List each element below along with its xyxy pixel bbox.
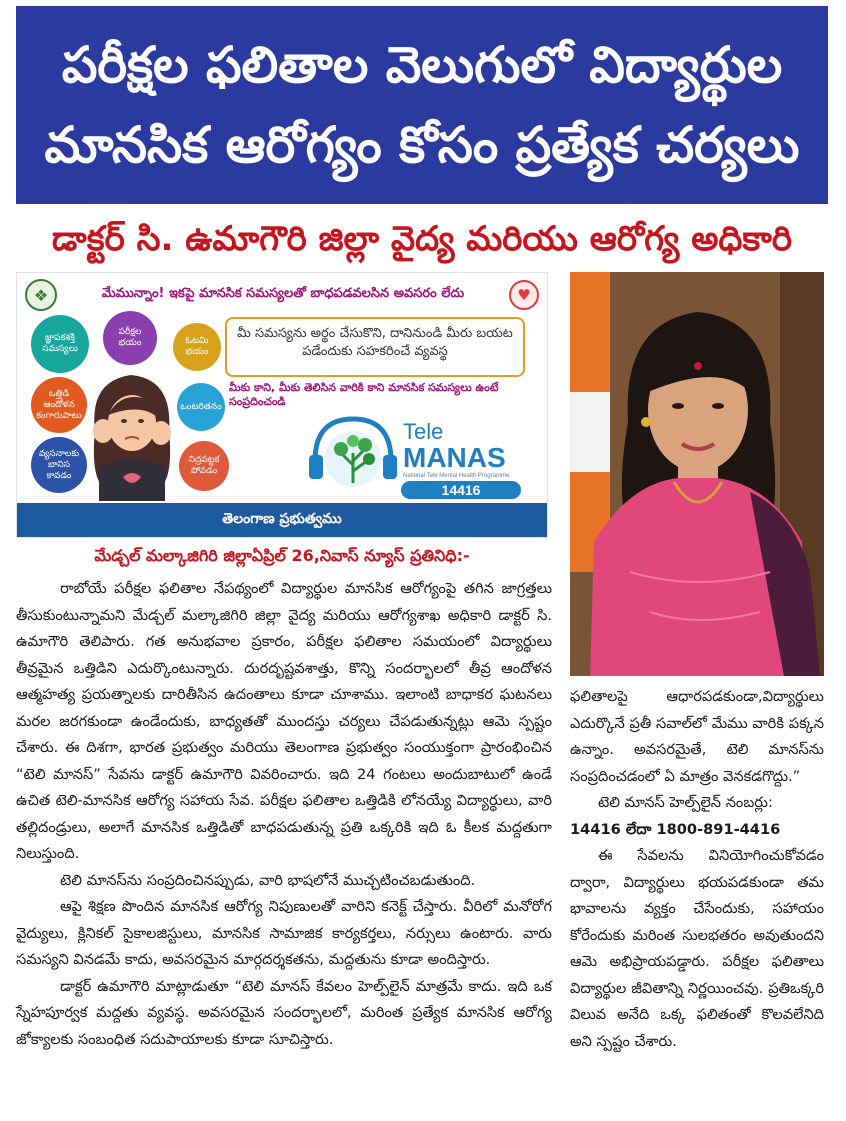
right-paragraph-1: ఫలితాలపై ఆధారపడకుండా,విద్యార్థులు ఎదుర్కొనే ప్రతీ సవాల్‌లో మేము వారికి పక్కన ఉన్నాం. అవసరమైతే, టెలి మానస్‌ను సంప్రదించడంలో ఏ మాత్రం వెనకడగొద్దు.” bbox=[570, 688, 824, 785]
logo-number: 14416 bbox=[441, 482, 481, 498]
dateline: మేడ్చల్ మల్కాజిగిరి జిల్లాఏప్రిల్ 26,నివాస్ న్యూస్ ప్రతినిధి:- bbox=[94, 546, 470, 565]
logo-subtitle: National Tele Mental Health Programme bbox=[403, 473, 510, 479]
poster-top-strip bbox=[17, 273, 547, 317]
right-paragraph-2: ఈ సేవలను వినియోగించుకోవడం ద్వారా, విద్యార్థులు భయపడకుండా తమ భావాలను వ్యక్తం చేసేందుకు, సహాయం కోరేందుకు మరింత సులభతరం అవుతుందని ఆమె అభిప్రాయపడ్డారు. పరీక్షల ఫలితాలు విద్యార్థుల జీవితాన్ని నిర్ణయించవు. ప్రతిఒక్కరి విలువ అనేది ఒక్క ఫలితంతో కొలవలేనిది అని స్పష్టం చేశారు. bbox=[570, 847, 824, 1050]
headline-banner bbox=[16, 6, 828, 204]
bubble-exam-fear: పరీక్షల భయం bbox=[103, 311, 157, 365]
body-paragraph-1: రాబోయే పరీక్షల ఫలితాల నేపథ్యంలో విద్యార్థుల మానసిక ఆరోగ్యంపై తగిన జాగ్రత్తలు తీసుకుంటున్నామని మేడ్చల్ మల్కాజిగిరి జిల్లా వైద్య మరియు ఆరోగ్యశాఖ అధికారి డాక్టర్ సి. ఉమాగౌరి తెలిపారు. గత అనుభవాల ప్రకారం, పరీక్షల ఫలితాల సమయంలో విద్యార్థులు తీవ్రమైన ఒత్తిడిని ఎదుర్కొంటున్నారు. దురదృష్టవశాత్తు, కొన్ని సందర్భాలలో తీవ్ర ఆందోళన ఆత్మహత్య ప్రయత్నాలకు దారితీసిన ఉదంతాలు కూడా చూశాము. ఇలాంటి బాధాకర ఘటనలు మరల జరగకుండా ఉండేందుకు, బాధ్యతతో ముందస్తు చర్యలు చేపడుతున్నట్లు ఆమె స్పష్టం చేశారు. ఈ దిశగా, భారత ప్రభుత్వం మరియు తెలంగాణ ప్రభుత్వం సంయుక్తంగా ప్రారంభించిన “టెలి మానస్” సేవను డాక్టర్ ఉమాగౌరి వివరించారు. ఇది 24 గంటలు అందుబాటులో ఉండే ఉచిత టెలి-మానసిక ఆరోగ్య సహాయ సేవ. పరీక్షల ఫలితాల ఒత్తిడికి లోనయ్యే విద్యార్థులు, వారి తల్లిదండ్రులు, అలాగే మానసిక ఒత్తిడితో బాధపడుతున్న ప్రతి ఒక్కరికి ఇది ఓ కీలక మద్దతుగా నిలుస్తుంది. bbox=[16, 580, 552, 862]
officer-portrait-photo bbox=[570, 272, 824, 676]
tele-manas-poster bbox=[16, 272, 548, 538]
poster-footer: తెలంగాణ ప్రభుత్వము bbox=[17, 503, 547, 537]
body-paragraph-2: టెలి మానస్‌ను సంప్రదించినప్పుడు, వారి భాషలోనే ముచ్చటించబడుతుంది. bbox=[60, 871, 476, 889]
article-body-left bbox=[16, 576, 552, 1053]
helpline-label: టెలి మానస్ హెల్ప్‌లైన్ నంబర్లు: bbox=[598, 794, 773, 811]
article-body-right bbox=[570, 684, 824, 1055]
poster-tagline: మేమున్నాం! ఇకపై మానసిక సమస్యలతో బాధపడవలసిన అవసరం లేదు bbox=[101, 286, 465, 301]
headline-line-1: పరీక్షల ఫలితాల వెలుగులో విద్యార్థుల bbox=[61, 36, 783, 94]
bubble-insomnia: నిద్రపట్టక పోవడం bbox=[179, 441, 229, 491]
bubble-loneliness: ఒంటరితనం bbox=[177, 383, 225, 431]
bubble-failure-fear: ఓటమి భయం bbox=[173, 323, 221, 371]
telangana-emblem-icon: ❖ bbox=[25, 279, 57, 311]
headline-line-2: మానసిక ఆరోగ్యం కోసం ప్రత్యేక చర్యలు bbox=[44, 116, 800, 174]
bubble-stress: ఒత్తిడి ఆందోళన కంగారుపాటు bbox=[31, 377, 87, 433]
family-icon: ♥ bbox=[509, 280, 539, 310]
tele-manas-logo bbox=[305, 409, 527, 501]
logo-manas-text: MANAS bbox=[403, 442, 506, 473]
bubble-addiction: వ్యసనాలకు బానిస కావడం bbox=[31, 437, 87, 493]
poster-speech-box: మీ సమస్యను అర్థం చేసుకొని, దానినుండి మీరు బయట పడేందుకు సహకరించే వ్యవస్థ bbox=[225, 317, 525, 377]
poster-contact-note: మీకు కాని, మీకు తెలిసిన వారికి కాని మానసిక సమస్యలు ఉంటే సంప్రదించండి bbox=[229, 381, 499, 408]
logo-tele-text: Tele bbox=[403, 419, 444, 444]
byline: డాక్టర్ సి. ఉమాగౌరి జిల్లా వైద్య మరియు ఆరోగ్య అధికారి bbox=[51, 219, 793, 259]
helpline-numbers: 14416 లేదా 1800-891-4416 bbox=[570, 820, 781, 838]
body-paragraph-3: ఆపై శిక్షణ పొందిన మానసిక ఆరోగ్య నిపుణులతో వారిని కనెక్ట్ చేస్తారు. వీరిలో మనోరోగ వైద్యులు, క్లినికల్ సైకాలజిస్టులు, మానసిక సామాజిక కార్యకర్తలు, నర్సులు ఉంటారు. వారు సమస్యని వినడమే కాదు, అవసరమైన మార్గదర్శకతను, మద్దతును కూడా అందిస్తారు. bbox=[16, 898, 552, 968]
bubble-memory: జ్ఞాపకశక్తి సమస్యలు bbox=[31, 315, 89, 373]
body-paragraph-4: డాక్టర్ ఉమాగౌరి మాట్లాడుతూ “టెలి మానస్ కేవలం హెల్ప్‌లైన్ మాత్రమే కాదు. ఇది ఒక స్నేహపూర్వక మద్దతు వ్యవస్థ. అవసరమైన సందర్భాలలో, మరింత ప్రత్యేక మానసిక ఆరోగ్య జోక్యాలకు సంబంధిత సదుపాయాలకు కూడా సూచిస్తారు. bbox=[16, 977, 552, 1048]
distressed-girl-illustration bbox=[81, 361, 183, 501]
